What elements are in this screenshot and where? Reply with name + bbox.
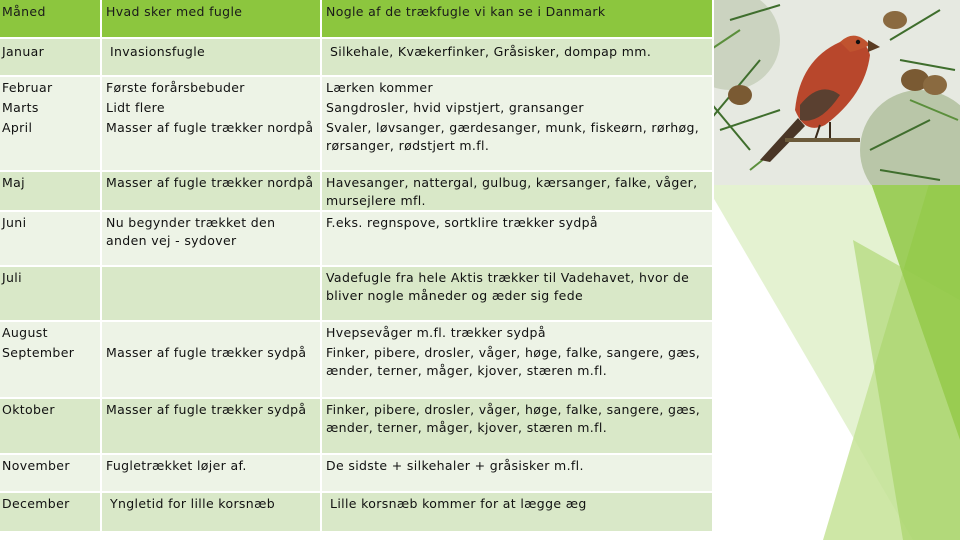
- cell-month: Juni: [0, 211, 101, 266]
- cell-event: [101, 38, 321, 76]
- cell-birds: [321, 492, 713, 532]
- header-event: Hvad sker med fugle: [101, 0, 321, 38]
- cell-birds-text: Lille korsnæb kommer for at lægge æg: [330, 496, 587, 511]
- table-row: [0, 76, 713, 97]
- cell-event: [101, 321, 321, 342]
- cell-event: Lidt flere: [101, 97, 321, 117]
- cell-month: Juli: [0, 266, 101, 321]
- table-row: [0, 454, 713, 492]
- cell-event-text: Invasionsfugle: [110, 44, 206, 59]
- cell-event: Fugletrækket løjer af.: [101, 454, 321, 492]
- table-header-row: [0, 0, 713, 38]
- table-row: [0, 117, 713, 171]
- table-row: [0, 171, 713, 211]
- table-row: [0, 342, 713, 398]
- cell-event-text: Yngletid for lille korsnæb: [110, 496, 275, 511]
- cell-birds: De sidste + silkehaler + gråsisker m.fl.: [321, 454, 713, 492]
- table-row: [0, 38, 713, 76]
- cell-event: Første forårsbebuder: [101, 76, 321, 97]
- cell-birds: Finker, pibere, drosler, våger, høge, falke, sangere, gæs, ænder, terner, måger, kjover, stæren m.fl.: [321, 342, 713, 398]
- cell-event: Masser af fugle trækker sydpå: [101, 398, 321, 454]
- table-row: [0, 266, 713, 321]
- cell-event: [101, 492, 321, 532]
- cell-birds: F.eks. regnspove, sortklire trækker sydpå: [321, 211, 713, 266]
- crossbill-bird-photo: [690, 0, 960, 185]
- cell-month: Marts: [0, 97, 101, 117]
- cell-event: Nu begynder trækket den anden vej - sydover: [101, 211, 321, 266]
- cell-birds: Finker, pibere, drosler, våger, høge, falke, sangere, gæs, ænder, terner, måger, kjover, stæren m.fl.: [321, 398, 713, 454]
- cell-birds: Svaler, løvsanger, gærdesanger, munk, fiskeørn, rørhøg, rørsanger, rødstjert m.fl.: [321, 117, 713, 171]
- cell-month: April: [0, 117, 101, 171]
- table-row: [0, 211, 713, 266]
- cell-month: Maj: [0, 171, 101, 211]
- cell-event: Masser af fugle trækker nordpå: [101, 171, 321, 211]
- table-row: [0, 97, 713, 117]
- table-row: [0, 492, 713, 532]
- cell-birds-text: Silkehale, Kvækerfinker, Gråsisker, dompap mm.: [330, 44, 652, 59]
- cell-month: Januar: [0, 38, 101, 76]
- header-month: Måned: [0, 0, 101, 38]
- cell-birds: Hvepsevåger m.fl. trækker sydpå: [321, 321, 713, 342]
- cell-birds: Sangdrosler, hvid vipstjert, gransanger: [321, 97, 713, 117]
- cell-month: December: [0, 492, 101, 532]
- cell-birds: Havesanger, nattergal, gulbug, kærsanger, falke, våger, mursejlere mfl.: [321, 171, 713, 211]
- cell-birds: [321, 38, 713, 76]
- cell-month: September: [0, 342, 101, 398]
- table-row: [0, 321, 713, 342]
- cell-birds: Vadefugle fra hele Aktis trækker til Vadehavet, hvor de bliver nogle måneder og æder sig fede: [321, 266, 713, 321]
- table-row: [0, 398, 713, 454]
- cell-month: Februar: [0, 76, 101, 97]
- cell-month: November: [0, 454, 101, 492]
- header-birds: Nogle af de trækfugle vi kan se i Danmark: [321, 0, 713, 38]
- cell-birds: Lærken kommer: [321, 76, 713, 97]
- cell-event: [101, 266, 321, 321]
- cell-event: Masser af fugle trækker nordpå: [101, 117, 321, 171]
- cell-month: Oktober: [0, 398, 101, 454]
- cell-month: August: [0, 321, 101, 342]
- cell-event: Masser af fugle trækker sydpå: [101, 342, 321, 398]
